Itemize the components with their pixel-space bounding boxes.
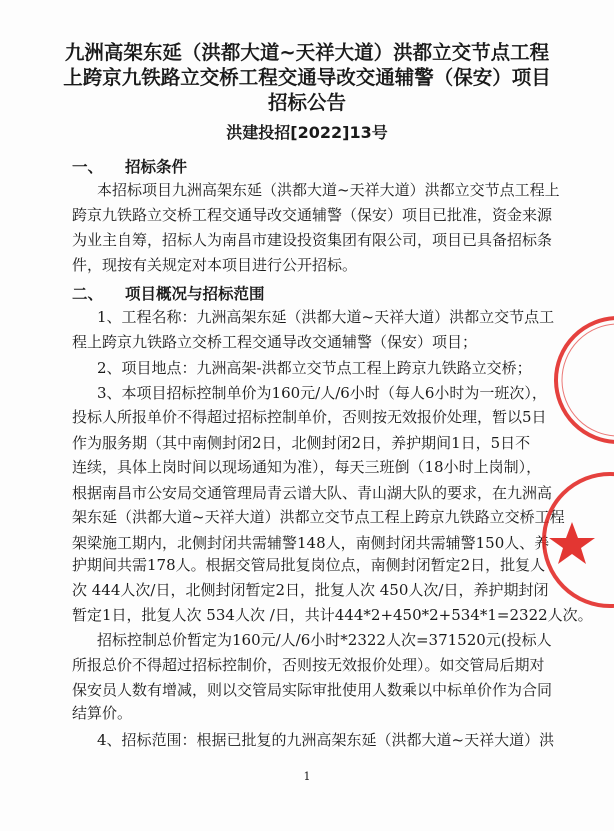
body-line: 4、招标范围：根据已批复的九洲高架东延（洪都大道~天祥大道）洪 (97, 731, 555, 749)
body-line: 为业主自筹，招标人为南昌市建设投资集团有限公司，项目已具备招标条 (72, 231, 553, 249)
body-line: 架梁施工期内，北侧封闭共需辅警148人，南侧封闭共需辅警150人、养 (72, 534, 550, 552)
body-line: 暂定1日，批复人次 534人次 /日，共计444*2+450*2+534*1=2322人次。 (72, 606, 593, 624)
body-line: 投标人所报单价不得超过招标控制单价，否则按无效报价处理，暂以5日 (72, 408, 547, 426)
doc-number: 洪建投招[2022]13号 (226, 123, 388, 142)
star-icon (549, 522, 595, 564)
title-line-3: 招标公告 (267, 91, 346, 114)
body-line: 程上跨京九铁路立交桥工程交通导改交通辅警（保安）项目； (72, 333, 478, 351)
body-line: 件，现按有关规定对本项目进行公开招标。 (72, 256, 358, 274)
body-line: 连续，具体上岗时间以现场通知为准），每天三班倒（18小时上岗制）， (72, 458, 542, 476)
title-line-2: 上跨京九铁路立交桥工程交通导改交通辅警（保安）项目 (63, 66, 551, 89)
section2-title: 项目概况与招标范围 (125, 285, 265, 303)
body-line: 次 444人次/日，北侧封闭暂定2日，批复人次 450人次/日，养护期封闭 (72, 581, 549, 599)
official-seal-company (520, 470, 614, 610)
body-line: 护期间共需178人。根据交管局批复岗位点，南侧封闭暂定2日，批复人 (72, 556, 546, 574)
section1-heading (72, 155, 187, 177)
official-seal-top (540, 310, 614, 450)
section1-number: 一、 (72, 158, 104, 176)
body-line: 3、本项目招标控制单价为160元/人/6小时（每人6小时为一班次）， (97, 384, 547, 402)
body-line: 本招标项目九洲高架东延（洪都大道~天祥大道）洪都立交节点工程上 (97, 181, 560, 199)
section2-heading (72, 282, 265, 304)
page-number: 1 (303, 770, 311, 783)
body-line: 2、项目地点：九洲高架-洪都立交节点工程上跨京九铁路立交桥； (97, 359, 532, 377)
body-line: 保安员人数有增减，则以交管局实际审批使用人数乘以中标单价作为合同 (72, 681, 553, 699)
body-line: 结算价。 (72, 704, 133, 722)
body-line: 所报总价不得超过招标控制价，否则按无效报价处理）。如交管局后期对 (72, 656, 545, 674)
section1-title: 招标条件 (125, 158, 188, 176)
body-line: 根据南昌市公安局交通管理局青云谱大队、青山湖大队的要求，在九洲高 (72, 484, 553, 502)
body-line: 招标控制总价暂定为160元/人/6小时*2322人次=371520元(投标人 (97, 631, 552, 649)
title-line-1: 九洲高架东延（洪都大道~天祥大道）洪都立交节点工程 (64, 41, 550, 64)
body-line: 1、工程名称：九洲高架东延（洪都大道~天祥大道）洪都立交节点工 (97, 308, 555, 326)
body-line: 架东延（洪都大道~天祥大道）洪都立交节点工程上跨京九铁路立交桥工程 (72, 508, 565, 526)
body-line: 跨京九铁路立交桥工程交通导改交通辅警（保安）项目已批准，资金来源 (72, 206, 553, 224)
section2-number: 二、 (72, 285, 104, 303)
body-line: 作为服务期（其中南侧封闭2日，北侧封闭2日，养护期间1日，5日不 (72, 434, 531, 452)
